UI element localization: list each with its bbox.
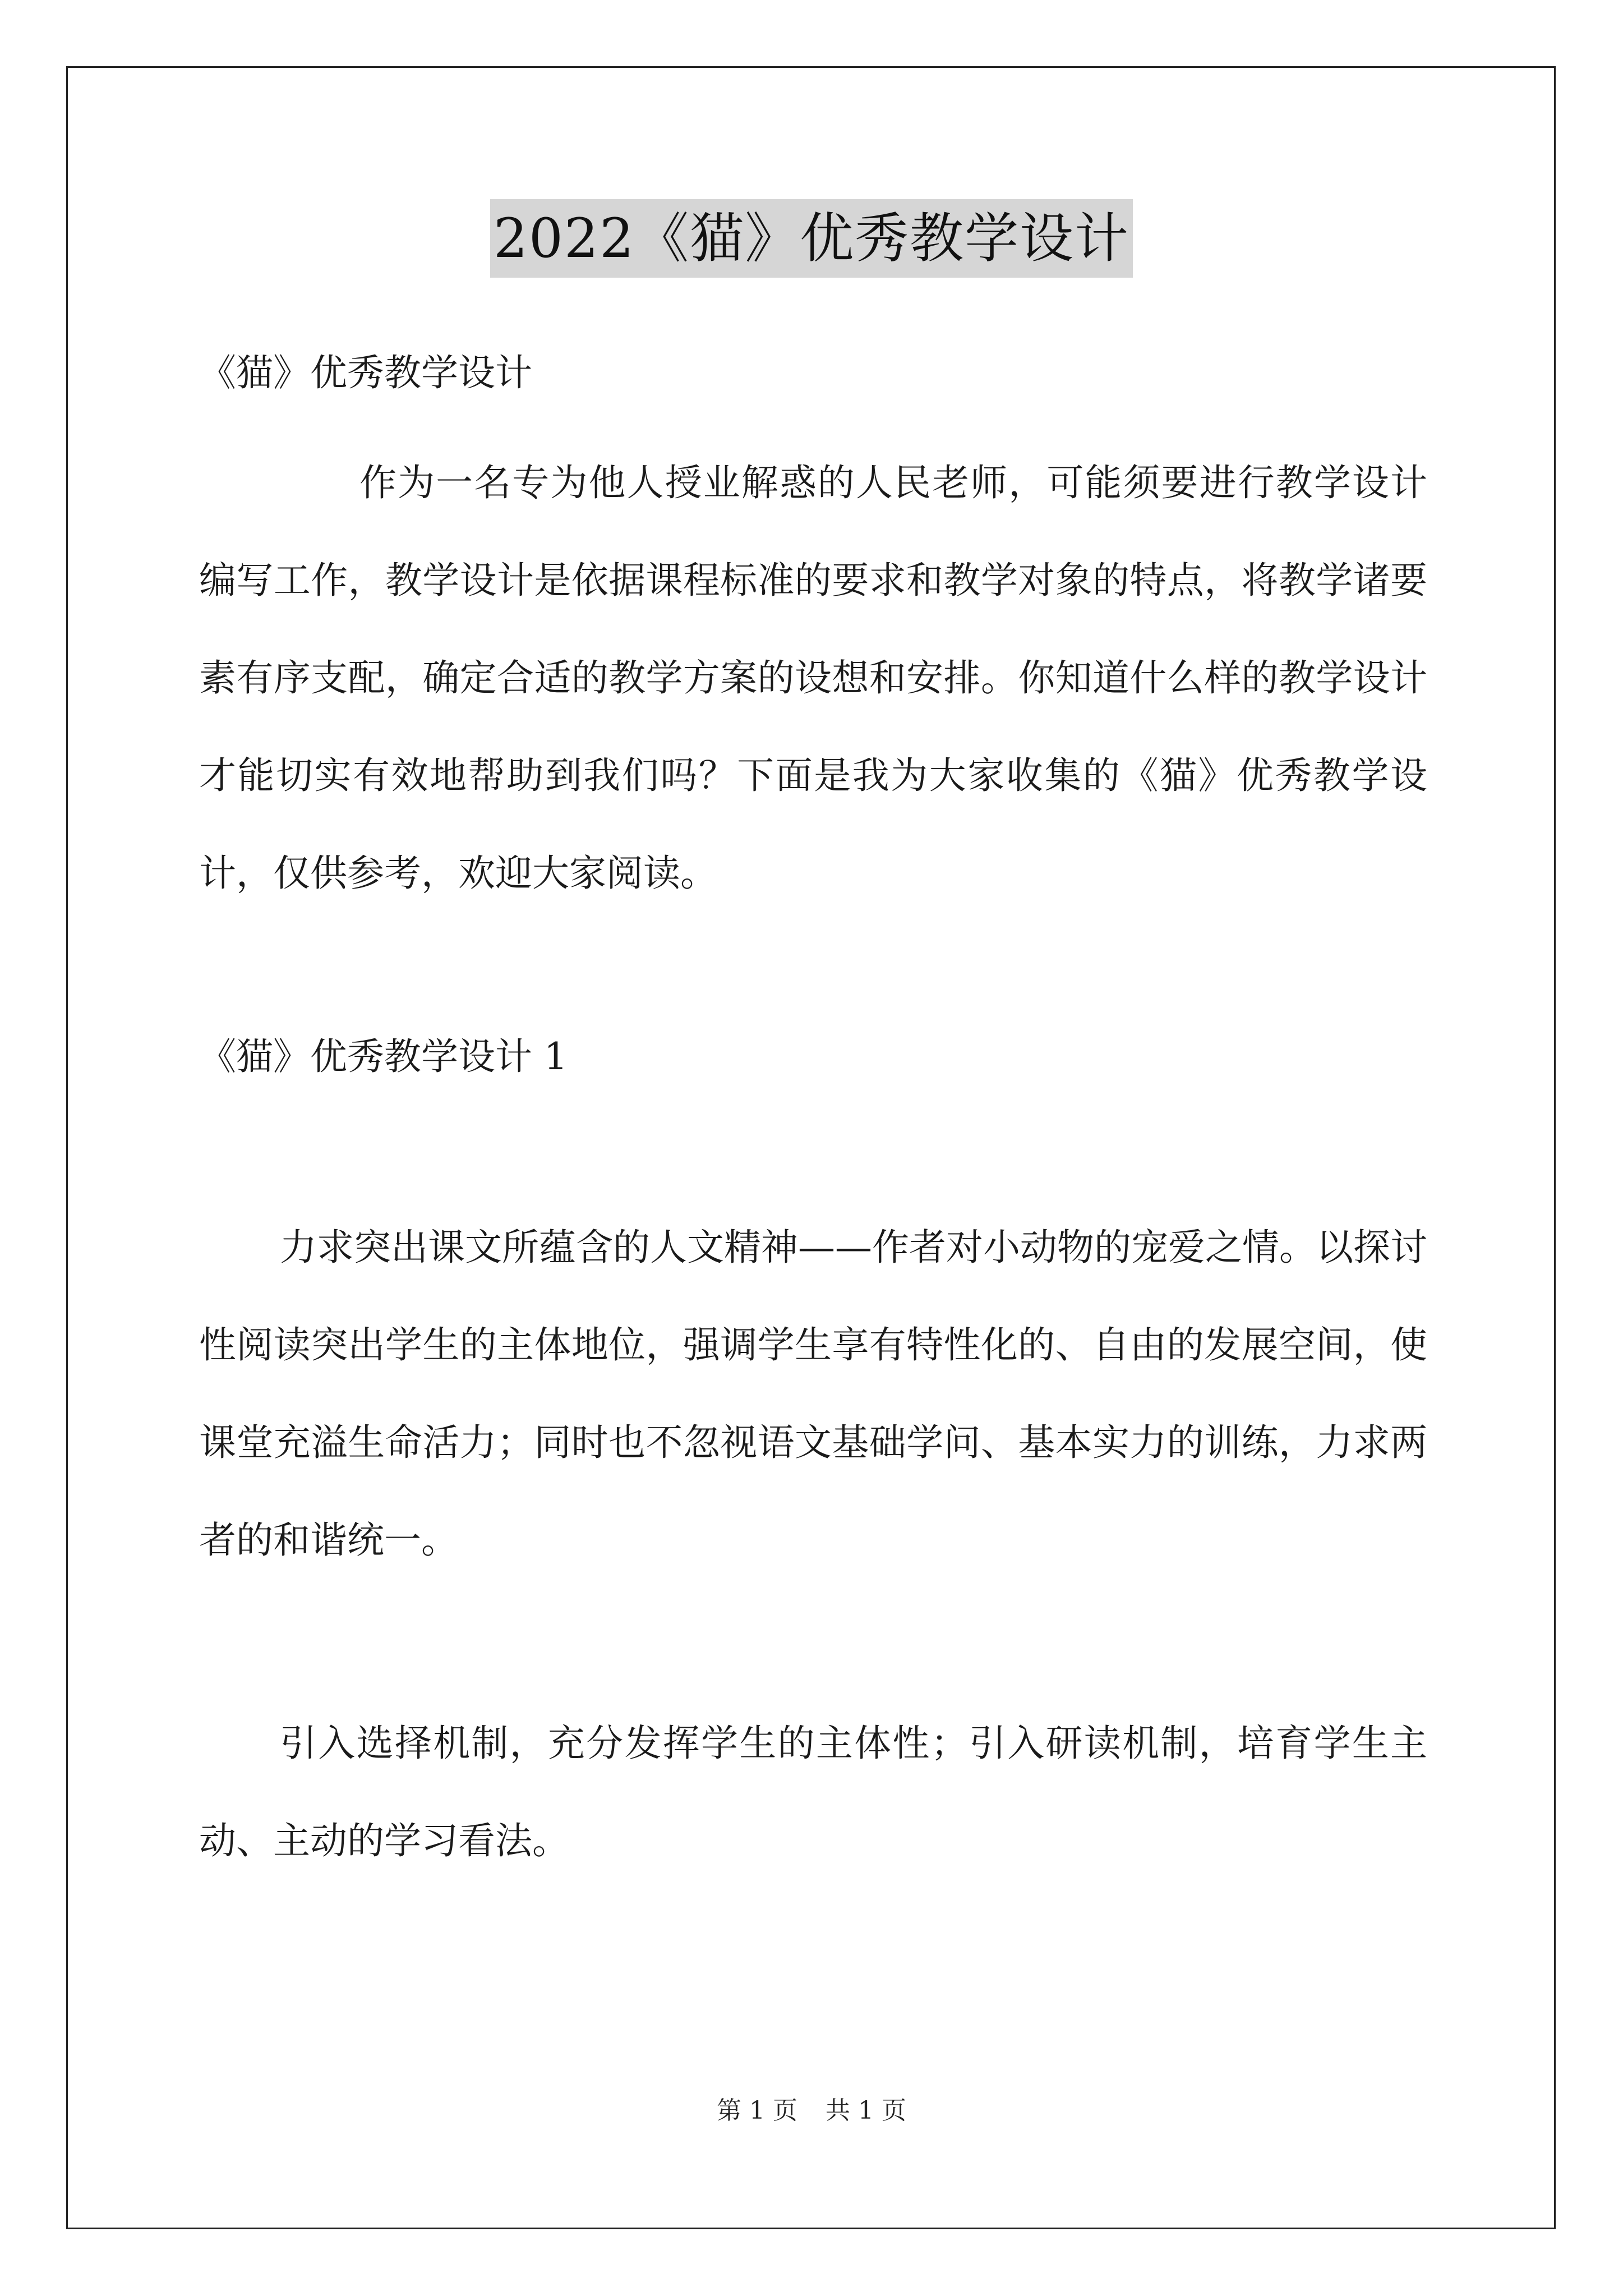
section-paragraph-1: 力求突出课文所蕴含的人文精神——作者对小动物的宠爱之情。以探讨性阅读突出学生的主体地位，强调学生享有特性化的、自由的发展空间，使课堂充溢生命活力；同时也不忽视语文基础学问、基本实力的训练，力求两者的和谐统一。 (199, 1226, 1427, 1562)
section-heading: 《猫》优秀教学设计 1 (199, 1035, 568, 1078)
page-number: 第 1 页 (717, 2096, 797, 2125)
intro-paragraph: 作为一名专为他人授业解惑的人民老师，可能须要进行教学设计编写工作，教学设计是依据课程标准的要求和教学对象的特点，将教学诸要素有序支配，确定合适的教学方案的设想和安排。你知道什么样的教学设计才能切实有效地帮助到我们吗？下面是我为大家收集的《猫》优秀教学设计，仅供参考，欢迎大家阅读。 (199, 461, 1427, 895)
page-footer (0, 2094, 1623, 2128)
document-body (199, 337, 1427, 1890)
document-title: 2022《猫》优秀教学设计 (490, 199, 1133, 278)
document-subtitle: 《猫》优秀教学设计 (199, 351, 532, 394)
page-total: 共 1 页 (826, 2096, 906, 2125)
section-paragraph-2: 引入选择机制，充分发挥学生的主体性；引入研读机制，培育学生主动、主动的学习看法。 (199, 1722, 1427, 1862)
title-container (0, 199, 1623, 278)
